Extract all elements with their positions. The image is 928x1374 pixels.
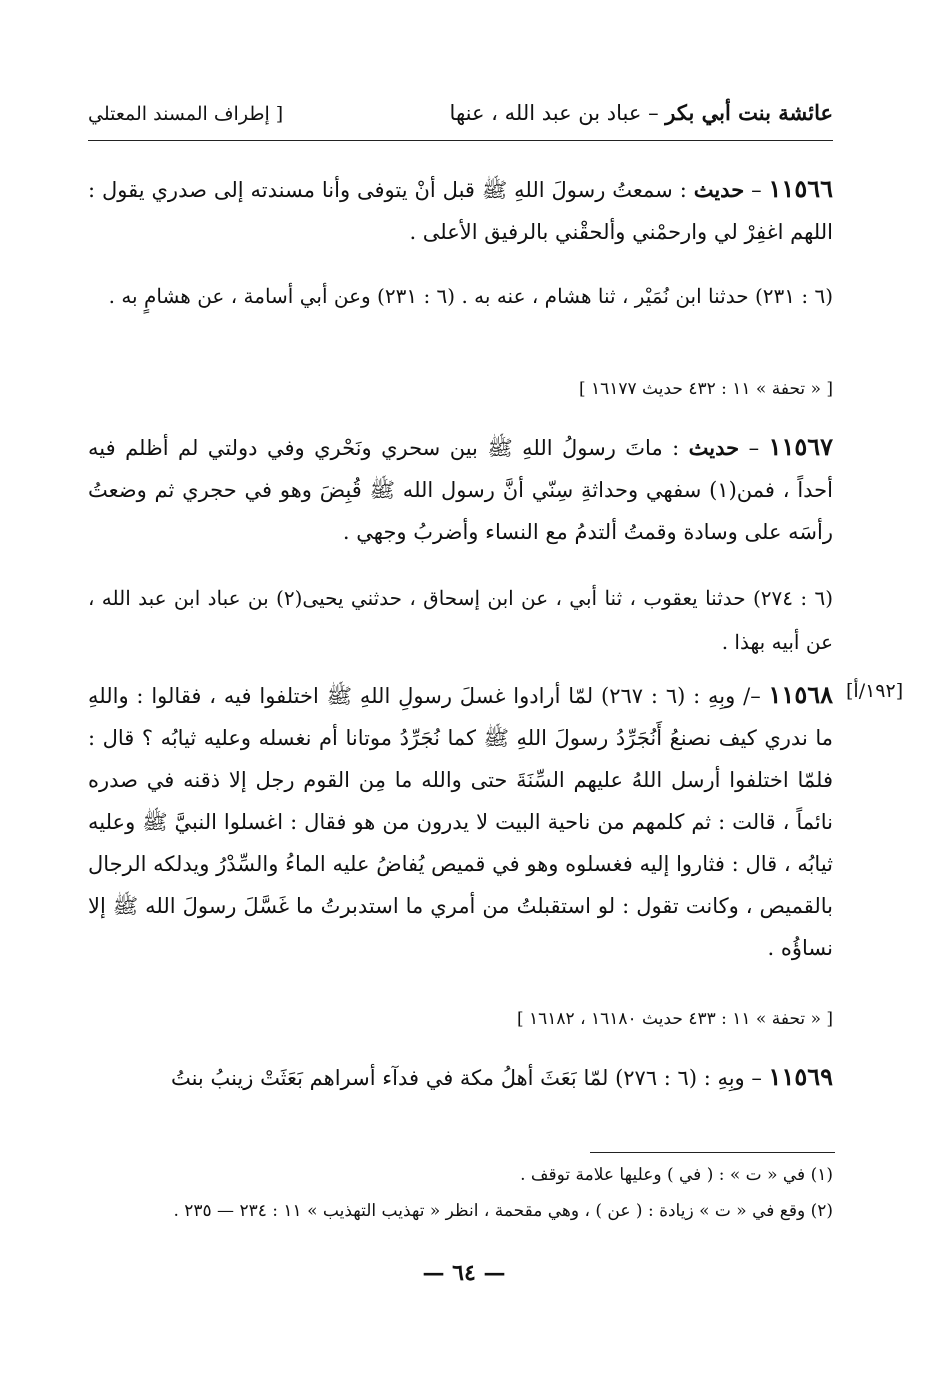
hadith-number: ١١٥٦٩ — [768, 1062, 833, 1091]
hadith-text: –/ وبِهِ : (٦ : ٢٦٧) لمّا أرادوا غسلَ رسولِ اللهِ ﷺ اختلفوا فيه ، فقالوا : واللهِ ما ندري كيف نصنعُ أَنُجَرِّدُ رسولَ اللهِ ﷺ كما نُجَرِّدُ موتانا أم نغسله وعليه ثيابُه ؟ قال : فلمّا اختلفوا أرسل اللهُ عليهم السِّنَةَ حتى والله ما مِن القوم رجل إلا ذقنه في صدره نائماً ، قالت : ثم كلمهم من ناحية البيت لا يدرون من هو فقال : اغسلوا النبيَّ ﷺ وعليه ثيابُه ، قال : فثاروا إليه فغسلوه وهو في قميص يُفاضُ عليه الماءُ والسِّدْرُ ويدلكه الرجال بالقميص ، وكانت تقول : لو استقبلتُ من أمري ما استدبرتُ ما غَسَّلَ رسولَ الله ﷺ إلا نساؤُه . — [88, 684, 833, 960]
hadith-text: : ماتَ رسولُ اللهِ ﷺ بين سحري ونَحْري وفي دولتي لم أظلم فيه أحداً ، فمن(١) سفهي وحداثةِ سِنّي أنَّ رسول الله ﷺ قُبِضَ وهو في حجري ثم وضعتُ رأسَه على وسادة وقمتُ ألتدمُ مع النساء وأضربُ وجهي . — [88, 436, 833, 544]
hadith-keyword: حديث — [693, 177, 745, 202]
hadith-entry: ١١٥٦٦ – حديث : سمعتُ رسولَ اللهِ ﷺ قبل أنْ يتوفى وأنا مسندته إلى صدري يقول : اللهم اغفِرْ لي وارحمْني وألحقْني بالرفيق الأعلى . — [88, 174, 833, 244]
manuscript-folio-marker: [١٩٢/أ] — [846, 680, 904, 702]
tuhfa-reference: [ « تحفة » ١١ : ٤٣٣ حديث ١٦١٨٠ ، ١٦١٨٢ ] — [516, 1009, 833, 1029]
footnote: (٢) وقع في « ت » زيادة : ( عن ) ، وهي مقحمة ، انظر « تهذيب التهذيب » ١١ : ٢٣٤ — ٢٣٥ . — [173, 1201, 833, 1221]
header-book-title: [ إطراف المسند المعتلي — [88, 103, 284, 125]
header-title-rest: – عباد بن عبد الله ، عنها — [449, 101, 666, 125]
hadith-entry — [88, 1056, 833, 1099]
footnote-divider — [590, 1152, 835, 1153]
hadith-number: ١١٥٦٨ — [768, 680, 833, 709]
isnad-chain: (٦ : ٢٣١) حدثنا ابن نُمَيْر ، ثنا هشام ، عنه به . (٦ : ٢٣١) وعن أبي أسامة ، عن هشامٍ به . — [108, 284, 833, 308]
hadith-keyword: حديث — [688, 435, 740, 460]
header-divider — [88, 140, 833, 141]
running-header — [88, 100, 833, 136]
hadith-number: ١١٥٦٦ — [768, 174, 833, 203]
page-number: — ٦٤ — — [422, 1260, 506, 1286]
hadith-number: ١١٥٦٧ — [768, 432, 834, 461]
isnad-chain: (٦ : ٢٧٤) حدثنا يعقوب ، ثنا أبي ، عن ابن إسحاق ، حدثني يحيى(٢) بن عباد ابن عبد الله ، عن أبيه بهذا . — [88, 586, 834, 654]
header-title — [450, 100, 833, 125]
header-title-bold: عائشة بنت أبي بكر — [665, 100, 833, 125]
hadith-text: : سمعتُ رسولَ اللهِ ﷺ قبل أنْ يتوفى وأنا مسندته إلى صدري يقول : اللهم اغفِرْ لي وارحمْني وألحقْني بالرفيق الأعلى . — [88, 178, 833, 244]
hadith-entry: ١١٥٦٧ – حديث : ماتَ رسولُ اللهِ ﷺ بين سحري ونَحْري وفي دولتي لم أظلم فيه أحداً ، فمن(١) سفهي وحداثةِ سِنّي أنَّ رسول الله ﷺ قُبِضَ وهو في حجري ثم وضعتُ رأسَه على وسادة وقمتُ ألتدمُ مع النساء وأضربُ وجهي . — [88, 432, 834, 544]
tuhfa-reference: [ « تحفة » ١١ : ٤٣٢ حديث ١٦١٧٧ ] — [578, 379, 833, 399]
hadith-entry — [88, 674, 833, 969]
footnote: (١) في « ت » : ( في ) وعليها علامة توقف . — [520, 1165, 833, 1185]
hadith-text: – وبِهِ : (٦ : ٢٧٦) لمّا بَعَثَ أهلُ مكة في فدآء أسراهم بَعَثَتْ زينبُ بنتُ — [170, 1066, 769, 1090]
